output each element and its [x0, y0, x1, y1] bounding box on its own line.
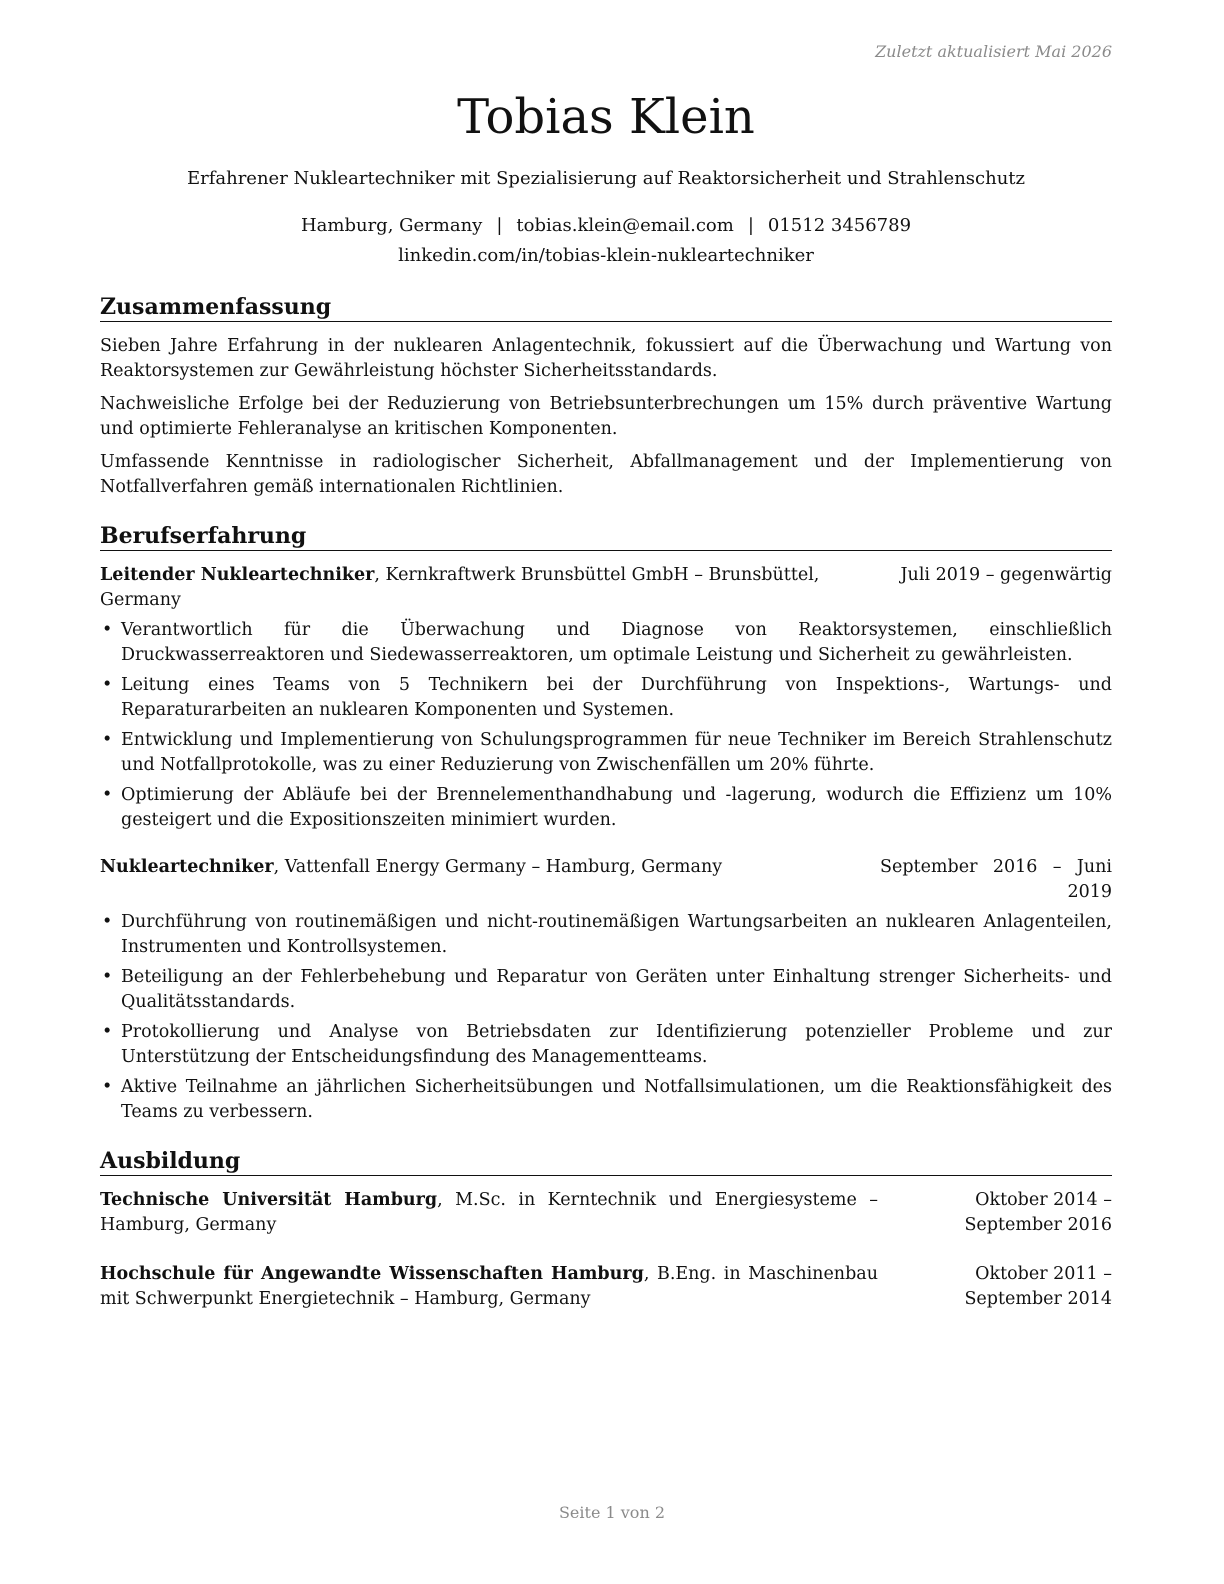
- list-item: [100, 618, 1112, 668]
- bullet-text: Protokollierung und Analyse von Betriebsdaten zur Identifizierung potenzieller Probleme und zur Unterstützung der Entscheidungsfindung des Managementteams.: [121, 1022, 1112, 1067]
- bullet-icon: •: [102, 967, 113, 987]
- bullet-icon: •: [102, 785, 113, 805]
- experience-section: [100, 522, 1112, 1125]
- education-school-line: [100, 1262, 878, 1312]
- contact-location: Hamburg, Germany: [300, 215, 483, 236]
- candidate-name: Tobias Klein: [457, 89, 755, 145]
- list-item: [100, 1020, 1112, 1070]
- job-employer: , Kernkraftwerk Brunsbüttel GmbH – Brunsbüttel, Germany: [100, 565, 820, 610]
- summary-paragraph: Sieben Jahre Erfahrung in der nuklearen Anlagentechnik, fokussiert auf die Überwachung und Wartung von Reaktorsystemen zur Gewährleistung höchster Sicherheitsstandards.: [100, 336, 1112, 381]
- list-item: [100, 673, 1112, 723]
- education-section: [100, 1147, 1112, 1312]
- bullet-text: Verantwortlich für die Überwachung und Diagnose von Reaktorsystemen, einschließlich Druckwasserreaktoren und Siedewasserreaktoren, um optimale Leistung und Sicherheit zu gewährleisten.: [121, 620, 1112, 665]
- education-entry: [100, 1262, 1112, 1312]
- contact-line-1: [100, 211, 1112, 241]
- headline: Erfahrener Nukleartechniker mit Spezialisierung auf Reaktorsicherheit und Strahlenschutz: [186, 168, 1026, 189]
- list-item: [100, 965, 1112, 1015]
- job-bullets: [100, 618, 1112, 833]
- education-dates: Oktober 2011 – September 2014: [964, 1264, 1112, 1309]
- education-dates: Oktober 2014 – September 2016: [964, 1190, 1112, 1235]
- contact-separator: |: [747, 215, 754, 236]
- job-title-line: [100, 855, 860, 880]
- bullet-icon: •: [102, 730, 113, 750]
- job-role: Nukleartechniker: [100, 857, 274, 877]
- job-role: Leitender Nukleartechniker: [100, 565, 375, 585]
- education-degree: , B.Eng. in Maschinenbau mit Schwerpunkt Energietechnik – Hamburg, Germany: [100, 1264, 878, 1309]
- bullet-icon: •: [102, 675, 113, 695]
- bullet-icon: •: [102, 620, 113, 640]
- section-title-education: Ausbildung: [100, 1147, 1112, 1176]
- summary-paragraph: Umfassende Kenntnisse in radiologischer Sicherheit, Abfallmanagement und der Implementierung von Notfallverfahren gemäß internationalen Richtlinien.: [100, 452, 1112, 497]
- resume-page: [100, 40, 1112, 1336]
- contact-linkedin[interactable]: linkedin.com/in/tobias-klein-nukleartechniker: [398, 245, 814, 266]
- page-number: Seite 1 von 2: [558, 1503, 666, 1522]
- bullet-text: Durchführung von routinemäßigen und nicht-routinemäßigen Wartungsarbeiten an nuklearen Anlagenteilen, Instrumenten und Kontrollsystemen.: [121, 912, 1112, 957]
- bullet-icon: •: [102, 1077, 113, 1097]
- bullet-icon: •: [102, 912, 113, 932]
- job-employer: , Vattenfall Energy Germany – Hamburg, Germany: [273, 857, 723, 877]
- education-school-line: [100, 1188, 878, 1238]
- education-entry: [100, 1188, 1112, 1238]
- bullet-text: Optimierung der Abläufe bei der Brennelementhandhabung und -lagerung, wodurch die Effizienz um 10% gesteigert und die Expositionszeiten minimiert wurden.: [121, 785, 1112, 830]
- list-item: [100, 910, 1112, 960]
- contact-phone: 01512 3456789: [767, 215, 912, 236]
- job-dates: September 2016 – Juni 2019: [880, 857, 1112, 902]
- job-entry: [100, 563, 1112, 833]
- bullet-icon: •: [102, 1022, 113, 1042]
- job-title-line: [100, 563, 881, 613]
- bullet-text: Leitung eines Teams von 5 Technikern bei der Durchführung von Inspektions-, Wartungs- und Reparaturarbeiten an nuklearen Komponenten und Systemen.: [121, 675, 1112, 720]
- education-degree: , M.Sc. in Kerntechnik und Energiesysteme – Hamburg, Germany: [100, 1190, 878, 1235]
- bullet-text: Aktive Teilnahme an jährlichen Sicherheitsübungen und Notfallsimulationen, um die Reaktionsfähigkeit des Teams zu verbessern.: [121, 1077, 1112, 1122]
- list-item: [100, 1075, 1112, 1125]
- last-updated: Zuletzt aktualisiert Mai 2026: [875, 42, 1112, 61]
- job-dates: Juli 2019 – gegenwärtig: [900, 565, 1112, 585]
- job-entry: [100, 855, 1112, 1125]
- summary-section: [100, 293, 1112, 500]
- education-school: Hochschule für Angewandte Wissenschaften Hamburg: [100, 1264, 644, 1284]
- contact-separator: |: [496, 215, 503, 236]
- bullet-text: Beteiligung an der Fehlerbehebung und Reparatur von Geräten unter Einhaltung strenger Sicherheits- und Qualitätsstandards.: [121, 967, 1112, 1012]
- list-item: [100, 783, 1112, 833]
- summary-paragraph: Nachweisliche Erfolge bei der Reduzierung von Betriebsunterbrechungen um 15% durch präventive Wartung und optimierte Fehleranalyse an kritischen Komponenten.: [100, 394, 1112, 439]
- contact-block: [100, 211, 1112, 271]
- bullet-text: Entwicklung und Implementierung von Schulungsprogrammen für neue Techniker im Bereich Strahlenschutz und Notfallprotokolle, was zu einer Reduzierung von Zwischenfällen um 20% führte.: [121, 730, 1112, 775]
- section-title-summary: Zusammenfassung: [100, 293, 1112, 322]
- job-header: [100, 563, 1112, 613]
- section-title-experience: Berufserfahrung: [100, 522, 1112, 551]
- list-item: [100, 728, 1112, 778]
- education-school: Technische Universität Hamburg: [100, 1190, 438, 1210]
- job-bullets: [100, 910, 1112, 1125]
- job-header: [100, 855, 1112, 905]
- contact-email[interactable]: tobias.klein@email.com: [516, 215, 734, 236]
